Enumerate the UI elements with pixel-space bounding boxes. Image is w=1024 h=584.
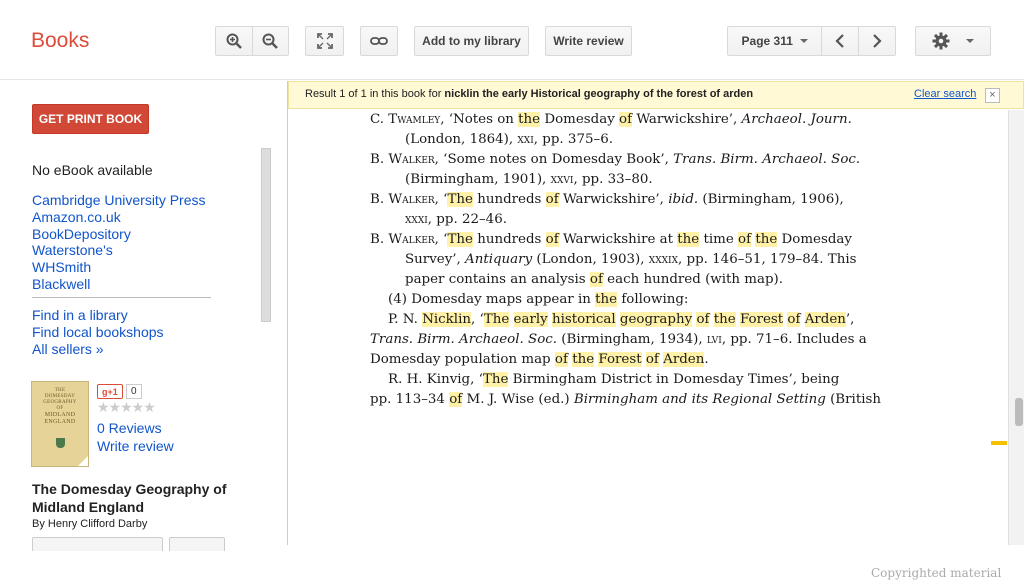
- page-line: B. Walker, ‘The hundreds of Warwickshire’, ibid. (Birmingham, 1906),: [370, 192, 844, 207]
- page-line: B. Walker, ‘The hundreds of Warwickshire at the time of the Domesday: [370, 232, 852, 247]
- zoom-group: [215, 26, 289, 56]
- chevron-left-icon: [835, 34, 845, 48]
- clear-search-link[interactable]: Clear search: [914, 88, 977, 100]
- seller-link[interactable]: BookDepository: [32, 225, 131, 242]
- fullscreen-button[interactable]: [305, 26, 344, 56]
- search-result-bar: [288, 81, 1024, 109]
- page-line: (London, 1864), xxi, pp. 375–6.: [405, 132, 613, 147]
- library-links: [32, 307, 164, 357]
- gear-icon: [932, 32, 950, 50]
- page-line: (Birmingham, 1901), xxvi, pp. 33–80.: [405, 172, 653, 187]
- page-line: B. Walker, ‘Some notes on Domesday Book’, Trans. Birm. Archaeol. Soc.: [370, 152, 861, 167]
- page-line: Trans. Birm. Archaeol. Soc. (Birmingham, 1934), lvi, pp. 71–6. Includes a: [370, 332, 867, 347]
- app-header: [0, 0, 1024, 80]
- fullscreen-icon: [317, 33, 333, 49]
- settings-button[interactable]: [915, 26, 991, 56]
- cover-text: OF: [56, 406, 64, 411]
- no-ebook-text: No eBook available: [32, 162, 153, 178]
- page-curl-icon: [78, 456, 88, 466]
- cover-text: GEOGRAPHY: [43, 400, 77, 405]
- sidebar: [0, 81, 287, 545]
- add-to-library-button[interactable]: Add to my library: [414, 26, 529, 56]
- close-icon[interactable]: ×: [985, 88, 1000, 103]
- seller-link[interactable]: Cambridge University Press: [32, 192, 206, 208]
- write-review-link[interactable]: Write review: [97, 438, 174, 454]
- copyright-notice: Copyrighted material: [871, 566, 1002, 580]
- link-button[interactable]: [360, 26, 398, 56]
- seller-link[interactable]: Blackwell: [32, 275, 91, 292]
- seller-link[interactable]: Amazon.co.uk: [32, 208, 121, 225]
- brand-logo[interactable]: Books: [31, 29, 90, 52]
- find-in-library-link[interactable]: Find in a library: [32, 307, 128, 323]
- book-page: [288, 110, 1008, 580]
- search-hit-marker[interactable]: [991, 441, 1007, 445]
- sidebar-scrollbar[interactable]: [261, 148, 271, 322]
- book-cover[interactable]: [31, 381, 89, 467]
- chevron-down-icon: [966, 39, 974, 43]
- zoom-in-button[interactable]: [216, 27, 252, 55]
- divider: [32, 297, 211, 298]
- sidebar-partial-input[interactable]: [32, 537, 163, 551]
- page-select[interactable]: [728, 27, 821, 55]
- previous-page-button[interactable]: [822, 27, 858, 55]
- page-line: (4) Domesday maps appear in the following:: [388, 292, 689, 307]
- star-rating[interactable]: ★★★★★: [97, 399, 155, 415]
- write-review-button[interactable]: Write review: [545, 26, 632, 56]
- get-print-book-button[interactable]: GET PRINT BOOK: [32, 104, 149, 134]
- search-query: nicklin the early Historical geography of the forest of arden: [444, 88, 754, 100]
- book-viewer: [287, 81, 1024, 580]
- cover-text: MIDLAND: [44, 412, 76, 418]
- plus-one-count: 0: [126, 384, 142, 399]
- zoom-out-icon: [262, 33, 278, 49]
- page-nav-group: [727, 26, 896, 56]
- zoom-in-icon: [226, 33, 242, 49]
- page-line: Survey’, Antiquary (London, 1903), xxxix, pp. 146–51, 179–84. This: [405, 252, 857, 267]
- page-line: C. Twamley, ‘Notes on the Domesday of Warwickshire’, Archaeol. Journ.: [370, 112, 852, 127]
- page-line: R. H. Kinvig, ‘The Birmingham District in Domesday Times’, being: [388, 372, 840, 387]
- search-result-text: Result 1 of 1 in this book for nicklin the early Historical geography of the forest of arden: [305, 88, 754, 100]
- google-plus-one-button[interactable]: g+1: [97, 384, 123, 399]
- link-icon: [370, 35, 388, 47]
- seller-links: [32, 192, 206, 293]
- page-line: Domesday population map of the Forest of Arden.: [370, 352, 709, 367]
- page-line: xxxi, pp. 22–46.: [405, 212, 507, 227]
- cover-text: DOMESDAY: [44, 394, 76, 399]
- chevron-down-icon: [800, 39, 808, 43]
- find-local-bookshops-link[interactable]: Find local bookshops: [32, 323, 164, 340]
- page-line: P. N. Nicklin, ‘The early historical geography of the Forest of Arden’,: [388, 312, 855, 327]
- page-line: paper contains an analysis of each hundred (with map).: [405, 272, 784, 287]
- cover-text: THE: [54, 388, 66, 393]
- seller-link[interactable]: WHSmith: [32, 259, 92, 276]
- next-page-button[interactable]: [859, 27, 895, 55]
- book-title: The Domesday Geography of Midland England: [32, 481, 227, 515]
- cover-emblem: [56, 438, 65, 448]
- reviews-link[interactable]: 0 Reviews: [97, 420, 162, 436]
- cover-text: ENGLAND: [44, 419, 76, 425]
- sidebar-partial-button[interactable]: [169, 537, 225, 551]
- zoom-out-button[interactable]: [253, 27, 289, 55]
- seller-link[interactable]: Waterstone's: [32, 242, 113, 259]
- chevron-right-icon: [872, 34, 882, 48]
- all-sellers-link[interactable]: All sellers »: [32, 340, 104, 357]
- viewer-scrollbar[interactable]: [1008, 110, 1024, 545]
- page-line: pp. 113–34 of M. J. Wise (ed.) Birmingham and its Regional Setting (British: [370, 392, 881, 407]
- page-label: Page 311: [741, 34, 793, 48]
- book-author: By Henry Clifford Darby: [32, 518, 148, 530]
- scrollbar-thumb[interactable]: [1015, 398, 1023, 426]
